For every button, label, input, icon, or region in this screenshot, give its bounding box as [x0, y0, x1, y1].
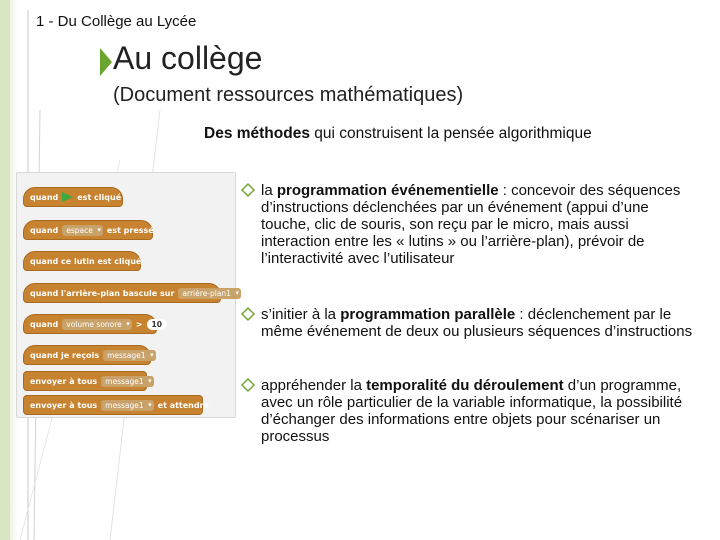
bullet-item	[241, 306, 701, 340]
threshold-value: 10	[147, 319, 167, 330]
block-text: quand	[30, 225, 59, 235]
backdrop-dropdown: arrière-plan1 ▾	[178, 288, 241, 299]
bullet-text	[261, 377, 701, 445]
block-when-sprite-clicked	[23, 251, 141, 271]
block-text: quand l'arrière-plan bascule sur	[30, 288, 175, 298]
diamond-bullet-icon	[241, 183, 255, 197]
block-text: est pressé	[106, 225, 154, 235]
block-when-loudness	[23, 314, 162, 334]
message-dropdown: message1 ▾	[103, 350, 155, 361]
bullet-post: : déclenchement par le même événement de deux ou plusieurs séquences d’instructions	[261, 306, 693, 340]
block-when-flag-clicked	[23, 187, 123, 207]
block-when-receive	[23, 345, 151, 365]
block-text: envoyer à tous	[30, 400, 98, 410]
block-text: quand je reçois	[30, 350, 100, 360]
key-dropdown: espace ▾	[62, 225, 103, 236]
block-text: est cliqué	[77, 192, 122, 202]
lead-sentence	[204, 125, 592, 143]
block-text: quand	[30, 192, 59, 202]
bullet-text	[261, 306, 701, 340]
lead-bold: Des méthodes	[204, 125, 310, 142]
block-text: et attendre	[157, 400, 209, 410]
lead-rest: qui construisent la pensée algorithmique	[309, 125, 592, 142]
bullet-post: d’un programme, avec un rôle particulier de la variable informatique, la possibilité d’échanger des informations entre objets pour scénariser un processus	[261, 377, 683, 445]
slide-title: Au collège	[113, 40, 263, 76]
slide-subtitle: (Document ressources mathématiques)	[113, 84, 464, 106]
bullet-post: : concevoir des séquences d’instructions déclenchées par un événement (appui d’une touche, clic de souris, son reçu par le micro, mais aussi interaction entre les « lutins » ou l’arrière-plan), prévoir de l’interactivité avec l’utilisateur	[261, 182, 681, 267]
block-when-key-pressed	[23, 220, 153, 240]
diamond-bullet-icon	[241, 378, 255, 392]
bullet-text	[261, 182, 701, 267]
bullet-pre: appréhender la	[261, 377, 367, 394]
bullet-bold: programmation parallèle	[340, 306, 516, 323]
bullet-item	[241, 182, 701, 267]
section-title: 1 - Du Collège au Lycée	[36, 13, 197, 30]
bullet-pre: s’initier à la	[261, 306, 341, 323]
block-text: quand	[30, 319, 59, 329]
bullet-bold: programmation événementielle	[276, 182, 499, 199]
bullet-bold: temporalité du déroulement	[366, 377, 564, 394]
block-broadcast-and-wait	[23, 395, 209, 415]
block-when-backdrop-switches	[23, 283, 231, 303]
green-flag-icon	[62, 192, 73, 202]
sensor-dropdown: volume sonore ▾	[62, 319, 132, 330]
bullet-item	[241, 377, 701, 445]
block-text: envoyer à tous	[30, 376, 98, 386]
message-dropdown: message1 ▾	[101, 376, 153, 387]
block-text: quand ce lutin est cliqué	[30, 256, 142, 266]
title-arrow-icon	[100, 48, 112, 76]
scratch-blocks-panel	[16, 172, 236, 418]
block-text: >	[135, 319, 143, 329]
block-broadcast	[23, 371, 147, 391]
message-dropdown: message1 ▾	[101, 400, 153, 411]
bullet-pre: la	[261, 182, 277, 199]
diamond-bullet-icon	[241, 307, 255, 321]
